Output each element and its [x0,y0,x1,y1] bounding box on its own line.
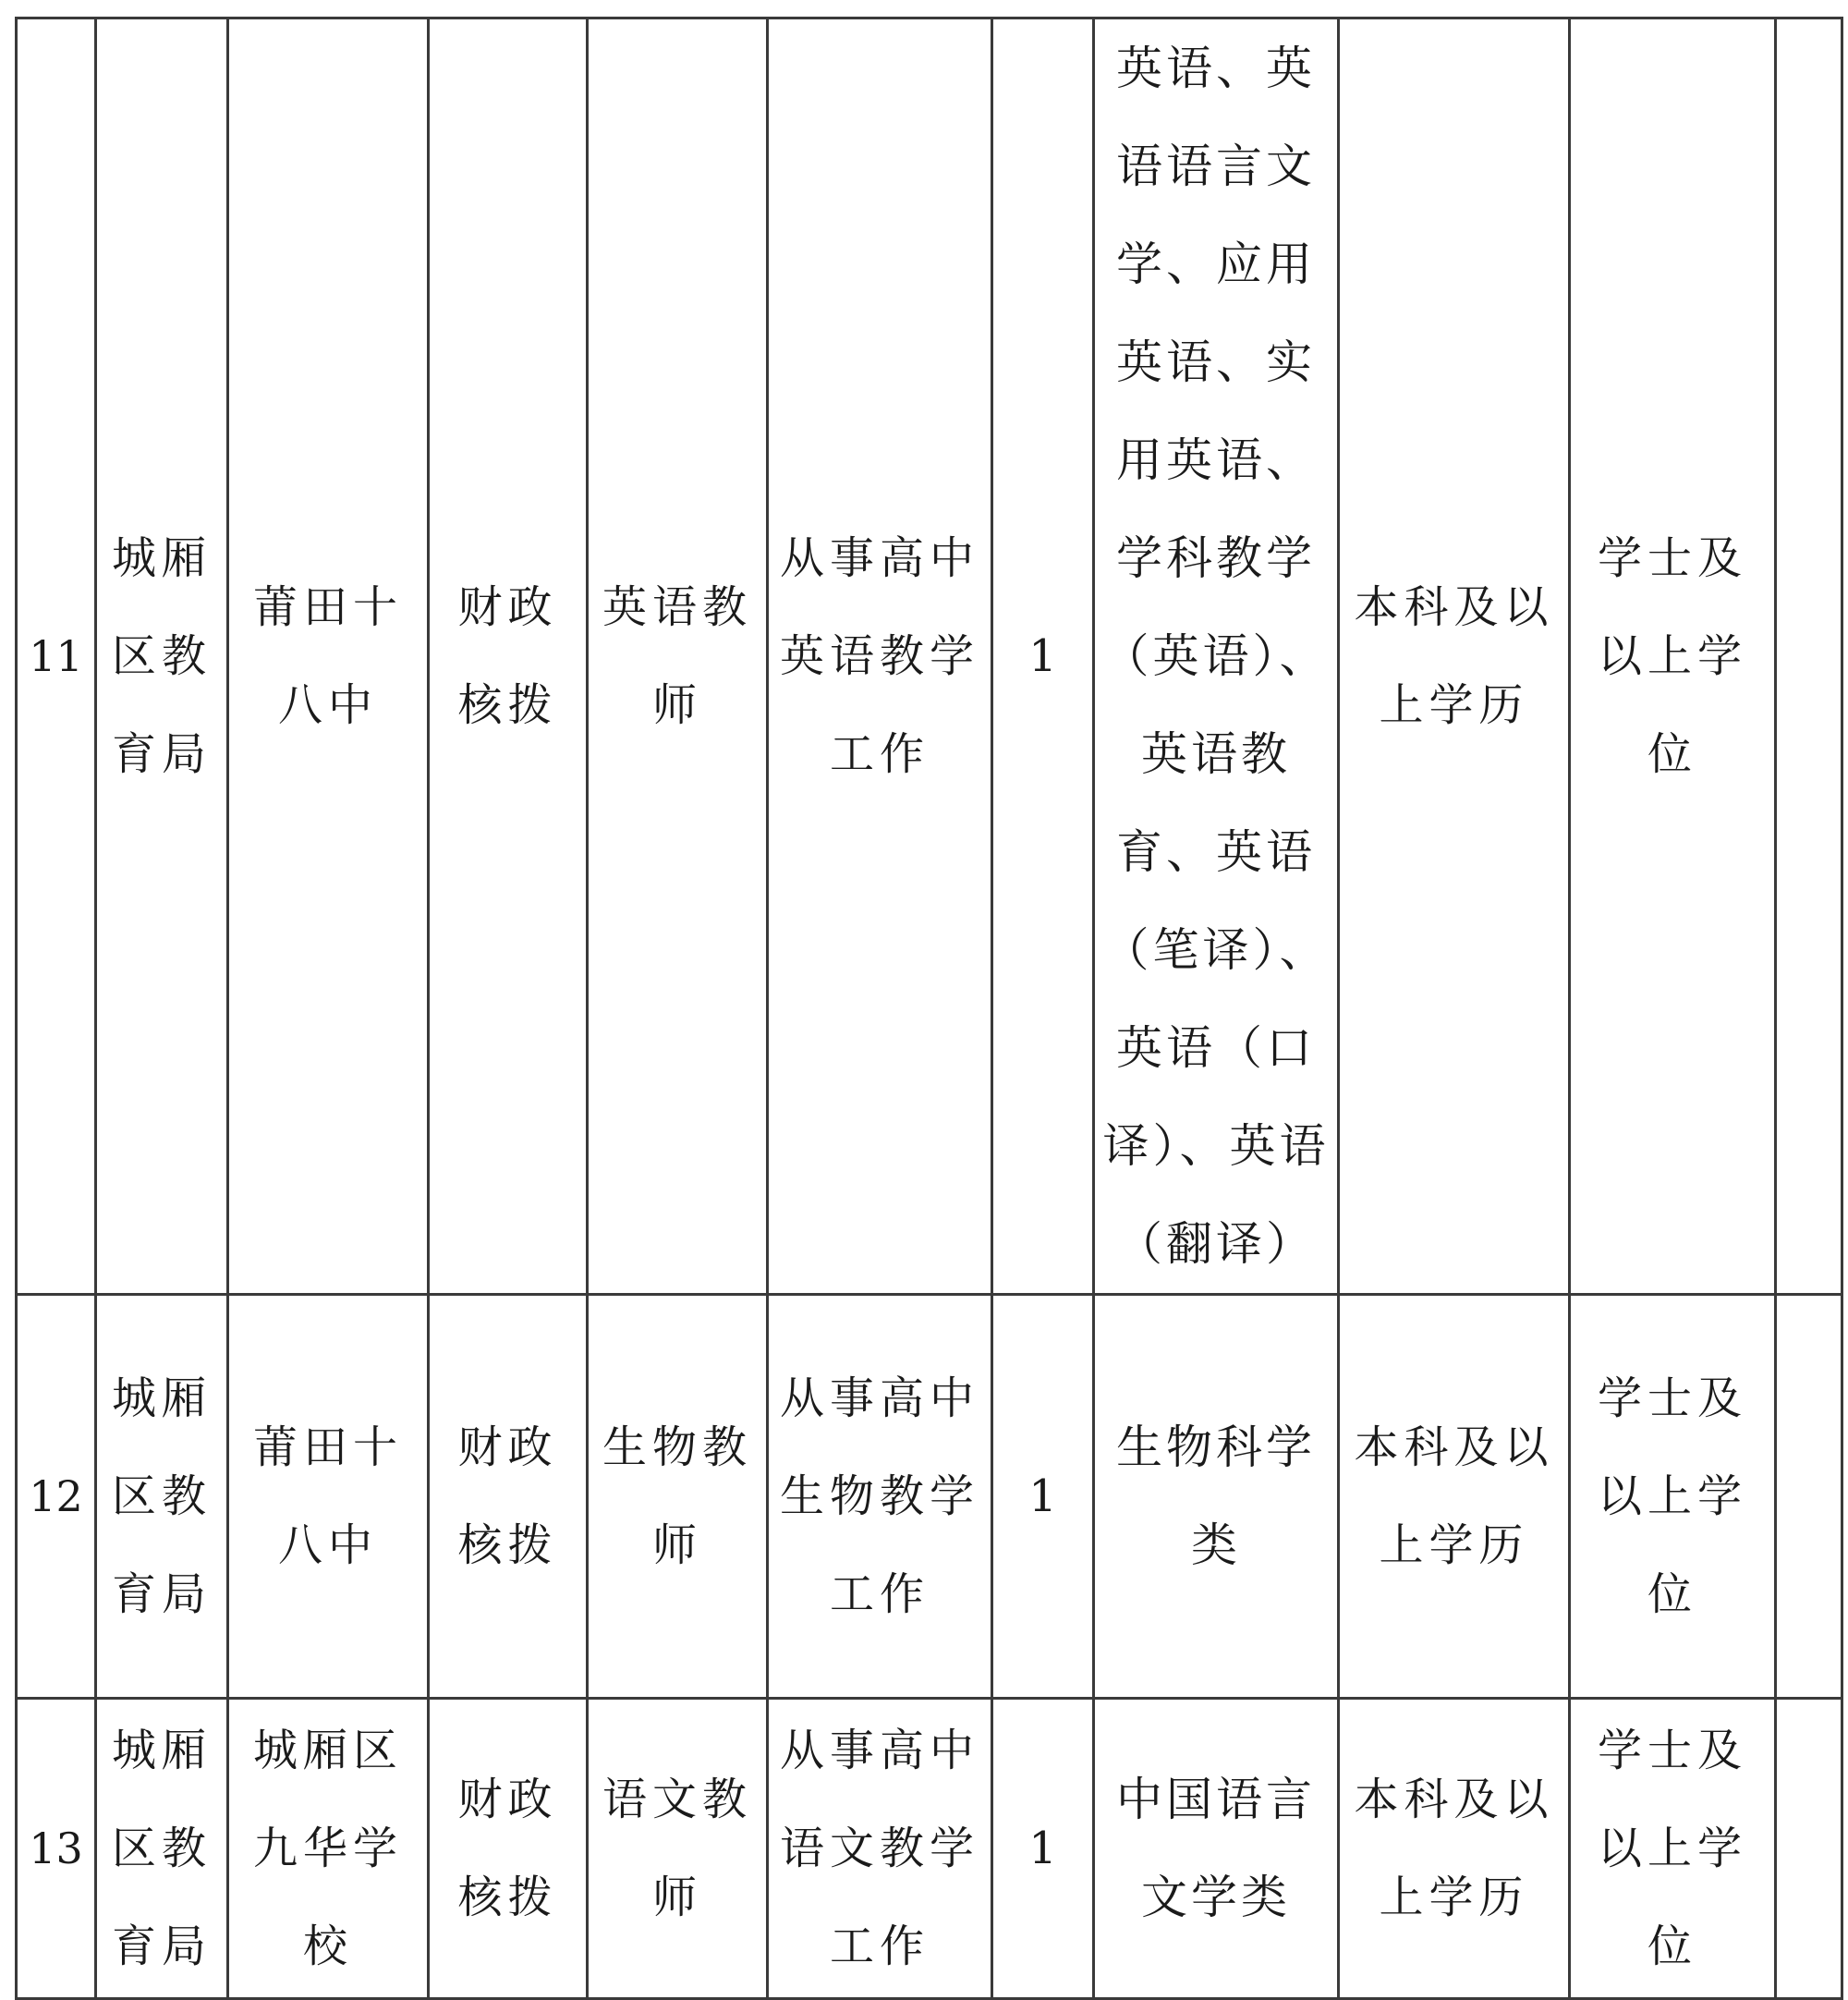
school-cell: 莆田十八中 [228,18,429,1295]
funding-cell: 财政核拨 [429,1295,588,1699]
education-cell: 本科及以上学历 [1339,1699,1570,1999]
department-cell: 城厢区教育局 [96,1295,228,1699]
duty-cell: 从事高中语文教学工作 [768,1699,992,1999]
row-number: 13 [17,1699,96,1999]
degree-cell: 学士及以上学位 [1570,1699,1776,1999]
duty-cell: 从事高中英语教学工作 [768,18,992,1295]
row-number: 11 [17,18,96,1295]
degree-cell: 学士及以上学位 [1570,18,1776,1295]
education-cell: 本科及以上学历 [1339,1295,1570,1699]
table-row [17,1295,1842,1699]
count-cell: 1 [992,18,1094,1295]
department-cell: 城厢区教育局 [96,18,228,1295]
recruitment-table [15,17,1843,2000]
major-cell: 英语、英语语言文学、应用英语、实用英语、学科教学（英语）、英语教育、英语（笔译）、英语（口译）、英语（翻译） [1094,18,1339,1295]
position-cell: 语文教师 [588,1699,768,1999]
major-cell: 中国语言文学类 [1094,1699,1339,1999]
duty-cell: 从事高中生物教学工作 [768,1295,992,1699]
table-row [17,1699,1842,1999]
degree-cell: 学士及以上学位 [1570,1295,1776,1699]
count-cell: 1 [992,1699,1094,1999]
remark-cell [1776,1699,1842,1999]
school-cell: 莆田十八中 [228,1295,429,1699]
major-cell: 生物科学类 [1094,1295,1339,1699]
funding-cell: 财政核拨 [429,18,588,1295]
school-cell: 城厢区九华学校 [228,1699,429,1999]
table-row [17,18,1842,1295]
count-cell: 1 [992,1295,1094,1699]
position-cell: 生物教师 [588,1295,768,1699]
row-number: 12 [17,1295,96,1699]
remark-cell [1776,1295,1842,1699]
education-cell: 本科及以上学历 [1339,18,1570,1295]
remark-cell [1776,18,1842,1295]
funding-cell: 财政核拨 [429,1699,588,1999]
position-cell: 英语教师 [588,18,768,1295]
department-cell: 城厢区教育局 [96,1699,228,1999]
